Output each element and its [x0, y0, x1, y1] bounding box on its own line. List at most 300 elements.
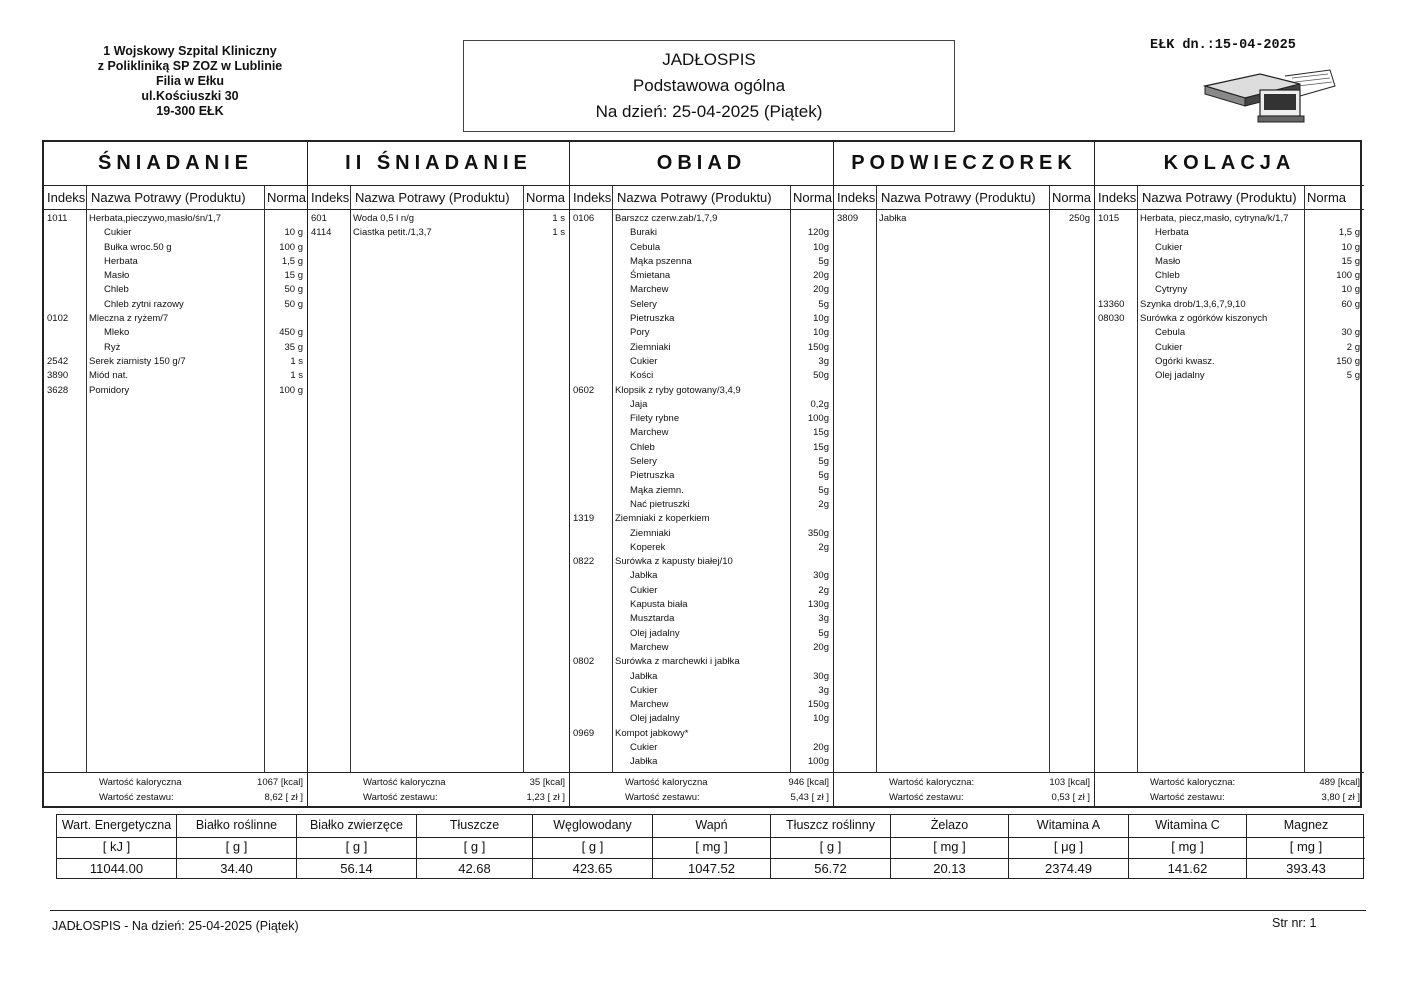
- menu-item-row: [44, 283, 307, 297]
- menu-item-row: [44, 369, 307, 383]
- ingredient-name: Marchew: [630, 427, 669, 439]
- ingredient-name: Masło: [1155, 255, 1181, 267]
- menu-item-row: [308, 212, 569, 226]
- row-divider: [891, 837, 1008, 838]
- dish-name: Szynka drob/1,3,6,7,9,10: [1140, 298, 1246, 310]
- menu-item-row: [44, 212, 307, 226]
- ingredient-name: Ogórki kwasz.: [1155, 355, 1215, 367]
- item-norm: 35 g: [284, 341, 303, 353]
- dish-name: Kompot jabkowy*: [615, 727, 689, 739]
- ingredient-name: Mleko: [104, 327, 130, 339]
- dish-name: Miód nat.: [89, 370, 129, 382]
- nutrient-value: 2374.49: [1045, 861, 1092, 876]
- menu-item-row: [1095, 283, 1364, 297]
- column-header-name: Nazwa Potrawy (Produktu): [91, 190, 246, 205]
- ingredient-name: Bułka wroc.50 g: [104, 241, 172, 253]
- item-norm: 1,5 g: [281, 255, 303, 267]
- nutrient-unit: [ mg ]: [933, 839, 966, 854]
- dish-name: Surówka z ogórków kiszonych: [1140, 313, 1268, 325]
- menu-item-row: [1095, 326, 1364, 340]
- menu-item-row: [570, 698, 833, 712]
- calorie-label: Wartość kaloryczna:: [1150, 777, 1236, 788]
- column-header-row: [1095, 186, 1364, 210]
- menu-item-row: [570, 341, 833, 355]
- item-index: 0969: [573, 727, 595, 739]
- hospital-line: Filia w Ełku: [155, 74, 225, 88]
- item-norm: 20g: [813, 641, 829, 653]
- dish-name: Herbata, piecz,masło, cytryna/k/1,7: [1140, 213, 1289, 224]
- item-index: 1015: [1098, 213, 1120, 224]
- ingredient-name: Cukier: [1155, 241, 1183, 253]
- menu-date: Na dzień: 25-04-2025 (Piątek): [595, 102, 823, 121]
- nutrient-label: Wart. Energetyczna: [61, 818, 172, 832]
- calorie-value: 489 [kcal]: [1319, 777, 1360, 788]
- ingredient-name: Koperek: [630, 541, 666, 553]
- ingredient-name: Selery: [630, 456, 657, 468]
- ingredient-name: Cukier: [630, 741, 658, 753]
- cost-value: 1,23 [ zł ]: [526, 792, 565, 803]
- ingredient-name: Pory: [630, 327, 650, 339]
- ingredient-name: Olej jadalny: [630, 627, 680, 639]
- ingredient-name: Chleb: [1155, 270, 1180, 282]
- menu-item-row: [570, 283, 833, 297]
- item-norm: 5g: [818, 470, 829, 482]
- nutrient-unit: [ g ]: [345, 839, 368, 854]
- ingredient-name: Mąka pszenna: [630, 255, 692, 267]
- row-divider: [1129, 837, 1246, 838]
- nutrient-label: Tłuszcz roślinny: [786, 818, 875, 832]
- item-norm: 20g: [813, 270, 829, 282]
- column-header-name: Nazwa Potrawy (Produktu): [1142, 190, 1297, 205]
- meal-section: [570, 142, 834, 806]
- column-header-name: Nazwa Potrawy (Produktu): [881, 190, 1036, 205]
- ingredient-name: Cukier: [630, 584, 658, 596]
- row-divider: [1247, 837, 1365, 838]
- dish-name: Woda 0,5 l n/g: [353, 213, 415, 224]
- menu-item-row: [44, 312, 307, 326]
- item-norm: 250g: [1068, 213, 1090, 224]
- item-norm: 10 g: [284, 227, 303, 239]
- ingredient-name: Pietruszka: [630, 470, 675, 482]
- menu-item-row: [44, 241, 307, 255]
- menu-item-row: [308, 226, 569, 240]
- ingredient-name: Kapusta biała: [630, 599, 688, 611]
- item-norm: 150g: [807, 699, 829, 711]
- cost-label: Wartość zestawu:: [625, 792, 700, 803]
- meal-section: [834, 142, 1095, 806]
- column-header-row: [44, 186, 307, 210]
- column-header-row: [834, 186, 1094, 210]
- meal-summary: [834, 772, 1094, 806]
- item-norm: 30 g: [1341, 327, 1360, 339]
- menu-item-row: [570, 326, 833, 340]
- item-norm: 150 g: [1336, 355, 1360, 367]
- item-norm: 100 g: [1336, 270, 1360, 282]
- hospital-line: 1 Wojskowy Szpital Kliniczny: [103, 44, 277, 58]
- ingredient-name: Musztarda: [630, 613, 675, 625]
- meal-summary: [1095, 772, 1364, 806]
- meal-title: PODWIECZOREK: [834, 142, 1094, 186]
- item-norm: 10 g: [1341, 241, 1360, 253]
- row-divider: [653, 837, 770, 838]
- item-norm: 15g: [813, 427, 829, 439]
- menu-item-row: [570, 612, 833, 626]
- item-index: 2542: [47, 355, 69, 367]
- row-divider: [1129, 858, 1246, 859]
- item-norm: 1 s: [290, 370, 303, 382]
- ingredient-name: Marchew: [630, 641, 669, 653]
- column-header-name: Nazwa Potrawy (Produktu): [617, 190, 772, 205]
- menu-item-row: [570, 741, 833, 755]
- item-norm: 5 g: [1346, 370, 1360, 382]
- item-norm: 20g: [813, 284, 829, 296]
- item-norm: 150g: [807, 341, 829, 353]
- menu-item-row: [570, 384, 833, 398]
- ingredient-name: Jaja: [630, 398, 648, 410]
- ingredient-name: Nać pietruszki: [630, 498, 690, 510]
- meal-title: KOLACJA: [1095, 142, 1364, 186]
- ingredient-name: Chleb: [104, 284, 129, 296]
- nutrient-value: 56.72: [814, 861, 847, 876]
- nutrient-unit: [ mg ]: [1289, 839, 1323, 854]
- menu-table: [42, 140, 1362, 808]
- menu-item-row: [570, 541, 833, 555]
- nutrition-column: [1247, 815, 1365, 878]
- item-norm: 100g: [807, 413, 829, 425]
- dish-name: Surówka z marchewki i jabłka: [615, 656, 740, 668]
- item-norm: 10 g: [1341, 284, 1360, 296]
- menu-item-row: [570, 298, 833, 312]
- item-norm: 350g: [807, 527, 829, 539]
- cost-value: 8,62 [ zł ]: [264, 792, 303, 803]
- calorie-label: Wartość kaloryczna: [99, 777, 182, 788]
- menu-item-row: [570, 226, 833, 240]
- ingredient-name: Chleb zytni razowy: [104, 298, 184, 310]
- column-header-row: [308, 186, 569, 210]
- item-norm: 0,2g: [810, 398, 829, 410]
- row-divider: [891, 858, 1008, 859]
- item-norm: 3g: [818, 613, 829, 625]
- hospital-line: z Polikliniką SP ZOZ w Lublinie: [97, 59, 283, 73]
- nutrient-unit: [ g ]: [581, 839, 604, 854]
- menu-item-row: [570, 641, 833, 655]
- menu-item-row: [1095, 255, 1364, 269]
- column-header-index: Indeks: [47, 190, 86, 205]
- hospital-line: 19-300 EŁK: [156, 104, 224, 118]
- row-divider: [771, 858, 890, 859]
- item-norm: 1 s: [290, 355, 303, 367]
- menu-item-row: [44, 255, 307, 269]
- item-norm: 5g: [818, 255, 829, 267]
- nutrient-unit: [ μg ]: [1053, 839, 1084, 854]
- column-header-index: Indeks: [837, 190, 876, 205]
- nutrient-value: 141.62: [1167, 861, 1208, 876]
- item-index: 3809: [837, 213, 859, 224]
- nutrition-column: [177, 815, 297, 878]
- row-divider: [297, 858, 416, 859]
- nutrition-column: [533, 815, 653, 878]
- nutrition-column: [297, 815, 417, 878]
- dish-name: Pomidory: [89, 384, 130, 396]
- ingredient-name: Ziemniaki: [630, 527, 671, 539]
- item-norm: 130g: [807, 599, 829, 611]
- nutrient-label: Witamina A: [1036, 818, 1101, 832]
- item-index: 0602: [573, 384, 595, 396]
- dish-name: Mleczna z ryżem/7: [89, 313, 169, 325]
- cost-label: Wartość zestawu:: [889, 792, 964, 803]
- ingredient-name: Cebula: [630, 241, 661, 253]
- nutrient-unit: [ g ]: [819, 839, 842, 854]
- column-divider: [523, 186, 524, 772]
- row-divider: [533, 858, 652, 859]
- menu-item-row: [570, 498, 833, 512]
- column-header-norm: Norma: [267, 190, 307, 205]
- item-norm: 10g: [813, 713, 829, 725]
- hospital-line: ul.Kościuszki 30: [141, 89, 239, 103]
- row-divider: [1009, 858, 1128, 859]
- meal-items: [1095, 212, 1364, 384]
- column-divider: [876, 186, 877, 772]
- menu-item-row: [1095, 298, 1364, 312]
- ingredient-name: Selery: [630, 298, 657, 310]
- dish-name: Serek ziarnisty 150 g/7: [89, 355, 186, 367]
- ingredient-name: Marchew: [630, 284, 669, 296]
- menu-item-row: [44, 269, 307, 283]
- meal-summary: [308, 772, 569, 806]
- footer-divider: [50, 910, 1366, 911]
- nutrient-unit: [ mg ]: [1171, 839, 1204, 854]
- cost-label: Wartość zestawu:: [99, 792, 174, 803]
- row-divider: [1247, 858, 1365, 859]
- nutrition-column: [57, 815, 177, 878]
- nutrient-label: Wapń: [695, 818, 728, 832]
- item-index: 1011: [47, 213, 68, 224]
- ingredient-name: Jabłka: [630, 570, 658, 582]
- item-index: 13360: [1098, 298, 1125, 310]
- nutrition-column: [1009, 815, 1129, 878]
- meal-items: [570, 212, 833, 770]
- item-norm: 50g: [813, 370, 829, 382]
- meal-items: [834, 212, 1094, 226]
- nutrition-column: [417, 815, 533, 878]
- nutrient-value: 34.40: [220, 861, 253, 876]
- menu-item-row: [570, 412, 833, 426]
- ingredient-name: Śmietana: [630, 270, 671, 282]
- row-divider: [533, 837, 652, 838]
- dish-name: Barszcz czerw.zab/1,7,9: [615, 213, 718, 224]
- ingredient-name: Cebula: [1155, 327, 1186, 339]
- column-divider: [1049, 186, 1050, 772]
- menu-item-row: [1095, 269, 1364, 283]
- item-norm: 100 g: [279, 241, 303, 253]
- item-index: 3890: [47, 370, 69, 382]
- item-norm: 15 g: [1341, 255, 1360, 267]
- meal-title: ŚNIADANIE: [44, 142, 307, 186]
- item-norm: 120g: [807, 227, 829, 239]
- menu-item-row: [570, 727, 833, 741]
- column-header-norm: Norma: [793, 190, 833, 205]
- column-divider: [350, 186, 351, 772]
- nutrition-table: [56, 814, 1364, 879]
- menu-item-row: [570, 212, 833, 226]
- menu-item-row: [570, 684, 833, 698]
- meal-title: II ŚNIADANIE: [308, 142, 569, 186]
- item-norm: 50 g: [284, 284, 303, 296]
- nutrient-label: Witamina C: [1155, 818, 1220, 832]
- ingredient-name: Jabłka: [630, 756, 658, 768]
- row-divider: [417, 858, 532, 859]
- item-norm: 5g: [818, 298, 829, 310]
- menu-item-row: [1095, 226, 1364, 240]
- hospital-address: [60, 44, 320, 119]
- row-divider: [417, 837, 532, 838]
- nutrition-column: [1129, 815, 1247, 878]
- item-index: 601: [311, 213, 327, 224]
- menu-item-row: [44, 298, 307, 312]
- item-norm: 100g: [807, 756, 829, 768]
- ingredient-name: Olej jadalny: [630, 713, 680, 725]
- nutrient-unit: [ kJ ]: [102, 839, 131, 854]
- item-norm: 3g: [818, 684, 829, 696]
- menu-item-row: [1095, 355, 1364, 369]
- calorie-label: Wartość kaloryczna:: [889, 777, 975, 788]
- nutrient-value: 20.13: [933, 861, 966, 876]
- column-header-norm: Norma: [1307, 190, 1347, 205]
- ingredient-name: Cukier: [1155, 341, 1183, 353]
- menu-item-row: [570, 455, 833, 469]
- item-index: 3628: [47, 384, 69, 396]
- column-header-norm: Norma: [526, 190, 566, 205]
- menu-item-row: [570, 555, 833, 569]
- item-norm: 2g: [818, 541, 829, 553]
- nutrient-unit: [ g ]: [463, 839, 486, 854]
- row-divider: [177, 858, 296, 859]
- menu-item-row: [44, 384, 307, 398]
- item-norm: 20g: [813, 741, 829, 753]
- column-header-index: Indeks: [1098, 190, 1137, 205]
- row-divider: [1009, 837, 1128, 838]
- column-header-name: Nazwa Potrawy (Produktu): [355, 190, 510, 205]
- ingredient-name: Pietruszka: [630, 313, 675, 325]
- nutrient-label: Żelazo: [930, 818, 969, 832]
- ingredient-name: Masło: [104, 270, 130, 282]
- item-norm: 450 g: [279, 327, 303, 339]
- calorie-value: 103 [kcal]: [1049, 777, 1090, 788]
- row-divider: [57, 858, 176, 859]
- item-norm: 50 g: [284, 298, 303, 310]
- menu-item-row: [1095, 341, 1364, 355]
- nutrient-value: 393.43: [1286, 861, 1326, 876]
- item-norm: 5g: [818, 484, 829, 496]
- cost-label: Wartość zestawu:: [1150, 792, 1225, 803]
- menu-item-row: [570, 655, 833, 669]
- calorie-value: 1067 [kcal]: [257, 777, 303, 788]
- meal-items: [308, 212, 569, 241]
- item-norm: 1,5 g: [1338, 227, 1360, 239]
- menu-item-row: [570, 670, 833, 684]
- column-header-index: Indeks: [311, 190, 350, 205]
- meal-section: [44, 142, 308, 806]
- item-norm: 5g: [818, 627, 829, 639]
- ingredient-name: Cukier: [104, 227, 132, 239]
- item-index: 0802: [573, 656, 595, 668]
- menu-item-row: [44, 355, 307, 369]
- item-index: 4114: [311, 227, 332, 239]
- item-norm: 15 g: [284, 270, 303, 282]
- menu-item-row: [570, 355, 833, 369]
- cost-value: 3,80 [ zł ]: [1321, 792, 1360, 803]
- ingredient-name: Cytryny: [1155, 284, 1188, 296]
- item-norm: 100 g: [279, 384, 303, 396]
- nutrient-label: Magnez: [1283, 818, 1329, 832]
- cost-value: 0,53 [ zł ]: [1051, 792, 1090, 803]
- meal-items: [44, 212, 307, 398]
- ingredient-name: Herbata: [1155, 227, 1189, 239]
- column-header-norm: Norma: [1052, 190, 1092, 205]
- nutrient-value: 56.14: [340, 861, 373, 876]
- dish-name: Surówka z kapusty białej/10: [615, 556, 733, 568]
- dish-name: Herbata,pieczywo,masło/śn/1,7: [89, 213, 222, 224]
- diet-name: Podstawowa ogólna: [632, 76, 786, 95]
- nutrient-value: 42.68: [458, 861, 491, 876]
- item-index: 0822: [573, 556, 595, 568]
- item-index: 0106: [573, 213, 595, 224]
- row-divider: [177, 837, 296, 838]
- menu-item-row: [570, 755, 833, 769]
- ingredient-name: Chleb: [630, 441, 655, 453]
- ingredient-name: Herbata: [104, 255, 138, 267]
- meal-section: [308, 142, 570, 806]
- ingredient-name: Cukier: [630, 355, 658, 367]
- meal-section: [1095, 142, 1364, 806]
- column-header-row: [570, 186, 833, 210]
- item-norm: 2g: [818, 498, 829, 510]
- menu-item-row: [570, 569, 833, 583]
- document-title: JADŁOSPIS: [662, 50, 756, 69]
- menu-item-row: [44, 326, 307, 340]
- menu-item-row: [570, 598, 833, 612]
- menu-item-row: [570, 426, 833, 440]
- menu-item-row: [1095, 212, 1364, 226]
- nutrient-label: Białko roślinne: [195, 818, 278, 832]
- ingredient-name: Ryż: [104, 341, 121, 353]
- item-norm: 10g: [813, 313, 829, 325]
- ingredient-name: Filety rybne: [630, 413, 680, 425]
- menu-item-row: [834, 212, 1094, 226]
- column-header-index: Indeks: [573, 190, 612, 205]
- menu-item-row: [570, 241, 833, 255]
- item-norm: 3g: [818, 355, 829, 367]
- item-norm: 30g: [813, 570, 829, 582]
- item-norm: 2 g: [1346, 341, 1360, 353]
- nutrient-label: Tłuszcze: [449, 818, 500, 832]
- calorie-label: Wartość kaloryczna: [625, 777, 708, 788]
- menu-item-row: [570, 312, 833, 326]
- menu-item-row: [570, 255, 833, 269]
- item-norm: 1 s: [552, 213, 565, 224]
- menu-item-row: [570, 369, 833, 383]
- print-date: EŁK dn.:15-04-2025: [1150, 38, 1296, 53]
- row-divider: [297, 837, 416, 838]
- item-norm: 2g: [818, 584, 829, 596]
- meal-summary: [570, 772, 833, 806]
- nutrient-label: Białko zwierzęce: [309, 818, 404, 832]
- item-norm: 10g: [813, 241, 829, 253]
- menu-item-row: [1095, 241, 1364, 255]
- ingredient-name: Kości: [630, 370, 654, 382]
- menu-item-row: [570, 627, 833, 641]
- item-norm: 1 s: [552, 227, 565, 239]
